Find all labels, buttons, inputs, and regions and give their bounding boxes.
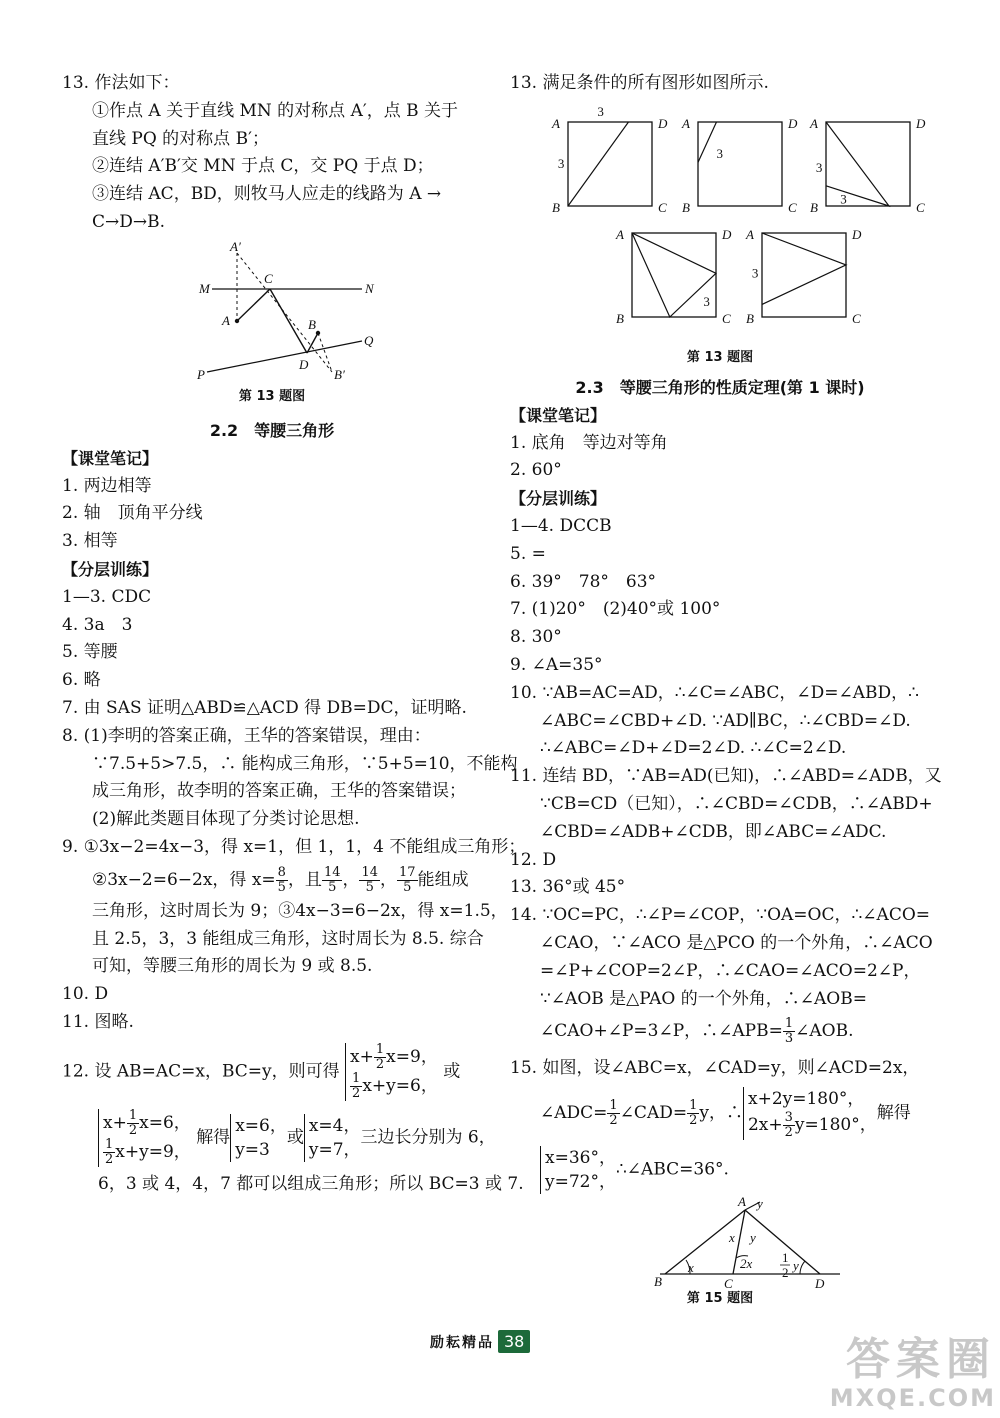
fig13-label-d: D — [299, 356, 309, 372]
answer-line: 1—3. CDC — [62, 586, 152, 607]
answer-line: 13. 36°或 45° — [510, 877, 626, 898]
answer-line: ∠CBD=∠ADB+∠CDB，即∠ABC=∠ADC. — [540, 821, 887, 842]
square-label-c: C — [852, 310, 861, 326]
answer-line: 1—4. DCCB — [510, 515, 612, 536]
square-label-a: A — [682, 115, 690, 131]
q13-line: ③连结 AC，BD，则牧马人应走的线路为 A → — [92, 184, 442, 205]
length-label-3: 3 — [815, 159, 823, 175]
fig15-label-half-n: 1 — [782, 1250, 789, 1266]
equation-system: x+2y=180°， 2x+ $\frac{3}{2}$ y=180°， — [743, 1087, 877, 1140]
q13-line: ②连结 A′B′交 MN 于点 C，交 PQ 于点 D； — [92, 156, 434, 177]
q15-line: x=36°， y=72°， ∴∠ABC=36°. — [510, 1146, 930, 1194]
note-item: 1. 底角 等边对等角 — [510, 432, 668, 453]
answer-line: (2)解此类题目体现了分类讨论思想. — [92, 809, 360, 830]
answer-line: 10. ∵AB=AC=AD，∴∠C=∠ABC，∠D=∠ABD，∴ — [510, 682, 919, 703]
fig15-label-d: D — [815, 1276, 825, 1290]
left-column — [62, 70, 526, 1199]
square-label-a: A — [810, 115, 818, 131]
answer-line: ∴∠ABC=∠D+∠D=2∠D. ∴∠C=2∠D. — [540, 738, 847, 759]
square-label-c: C — [658, 199, 667, 215]
answer-line: 12. D — [510, 849, 557, 870]
answer-line: 6. 略 — [62, 670, 101, 691]
square-label-d: D — [916, 115, 926, 131]
answer-line: ∠CAO+∠P=3∠P，∴∠APB= $\frac{1}{3}$ ∠AOB. — [540, 1016, 854, 1047]
watermark: 答案圈 MXQE.COM — [829, 1334, 996, 1412]
notes-heading: 【课堂笔记】 — [62, 448, 159, 468]
fig13-label-b-prime: B′ — [334, 366, 345, 382]
answer-line: 5. 等腰 — [62, 642, 118, 663]
note-item: 2. 轴 顶角平分线 — [62, 503, 203, 524]
figure-13-right-caption: 第 13 题图 — [686, 349, 754, 365]
fraction: $\frac{14}{5}$ — [323, 864, 341, 895]
length-label-3: 3 — [557, 155, 565, 171]
q13-line: C→D→B. — [92, 211, 166, 232]
figure-15-caption: 第 15 题图 — [686, 1291, 754, 1307]
q15-line: 15. 如图，设∠ABC=x，∠CAD=y，则∠ACD=2x， — [510, 1058, 920, 1079]
answer-line: =∠P+∠COP=2∠P，∴∠CAO=∠ACO=2∠P， — [540, 960, 921, 981]
fraction: $\frac{8}{5}$ — [277, 864, 286, 895]
fig15-label-y: y — [750, 1230, 756, 1246]
answer-line: ∵CB=CD（已知），∴∠CBD=∠CDB，∴∠ABD+ — [540, 793, 933, 814]
fig15-label-c: C — [724, 1276, 733, 1290]
page-number: 38 — [498, 1330, 530, 1353]
brand-name: 励耘精品 — [430, 1335, 494, 1351]
note-item: 2. 60° — [510, 460, 562, 481]
square-label-c: C — [916, 199, 925, 215]
square-label-b: B — [616, 310, 624, 326]
length-label-3: 3 — [597, 103, 604, 119]
square-label-b: B — [746, 310, 754, 326]
answer-line: 14. ∵OC=PC，∴∠P=∠COP，∵OA=OC，∴∠ACO= — [510, 905, 931, 926]
answer-line: 4. 3a 3 — [62, 614, 133, 635]
square-diagram — [745, 227, 862, 326]
fig13-label-p: P — [197, 366, 205, 382]
figure-13-left — [62, 237, 482, 387]
answer-line: 10. D — [62, 984, 109, 1005]
right-column — [510, 70, 942, 1309]
length-label-3: 3 — [840, 191, 847, 207]
square-label-a: A — [552, 115, 560, 131]
square-label-b: B — [682, 199, 690, 215]
answer-line: 9. ∠A=35° — [510, 654, 603, 675]
square-label-a: A — [746, 226, 754, 242]
figure-15 — [510, 1194, 930, 1289]
section-title-2-2: 2.2 等腰三角形 — [209, 420, 335, 440]
answer-line: 5. = — [510, 543, 546, 564]
notes-heading: 【课堂笔记】 — [510, 405, 607, 425]
q9-line: 且 2.5，3，3 能组成三角形，这时周长为 8.5. 综合 — [92, 928, 484, 949]
fig13-label-n: N — [365, 280, 374, 296]
fraction: $\frac{14}{5}$ — [361, 864, 379, 895]
answer-line: 11. 图略. — [62, 1011, 134, 1032]
fig13-label-a: A — [222, 312, 230, 328]
square-diagram — [551, 104, 668, 215]
equation-system: x+ $\frac{1}{2}$ x=6， $\frac{1}{2}$ x+y=9， — [98, 1109, 191, 1167]
note-item: 3. 相等 — [62, 531, 118, 552]
fig15-label-x: x — [688, 1260, 694, 1276]
answer-line: 8. (1)李明的答案正确，王华的答案错误，理由： — [62, 725, 431, 746]
answer-line: ∠ABC=∠CBD+∠D. ∵AD∥BC，∴∠CBD=∠D. — [540, 710, 911, 731]
length-label-3: 3 — [703, 293, 710, 309]
answer-line: 成三角形，故李明的答案正确，王华的答案错误； — [92, 781, 466, 802]
fig13-label-c: C — [264, 270, 273, 286]
fig15-label-y2: y — [757, 1196, 763, 1212]
answer-line: 7. (1)20° (2)40°或 100° — [510, 599, 721, 620]
q13-answer: 13. 满足条件的所有图形如图所示. — [510, 73, 769, 93]
fig15-label-y3: y — [793, 1258, 799, 1274]
fig15-label-2x: 2x — [740, 1256, 753, 1272]
solution-system: x=6， y=3 — [230, 1114, 287, 1162]
fig15-label-x2: x — [729, 1230, 735, 1246]
fig15-label-b: B — [654, 1274, 662, 1290]
square-label-c: C — [788, 199, 797, 215]
fig13-label-b: B — [308, 316, 316, 332]
square-diagram — [681, 116, 798, 215]
figure-13-squares — [510, 98, 930, 348]
q9-line: 可知，等腰三角形的周长为 9 或 8.5. — [92, 956, 373, 977]
page-footer — [430, 1330, 530, 1353]
q13-line: 13. 作法如下： — [62, 73, 180, 93]
square-label-b: B — [810, 199, 818, 215]
square-diagram — [615, 227, 732, 326]
answer-line: ∵7.5+5>7.5，∴ 能构成三角形，∵5+5=10，不能构 — [92, 753, 518, 774]
square-label-a: A — [616, 226, 624, 242]
q9-line: 9. ①3x−2=4x−3，得 x=1，但 1，1，4 不能组成三角形； — [62, 836, 526, 857]
q9-line: ②3x−2=6−2x，得 x= $\frac{8}{5}$ ，且 $\frac{14}{5}$ ， $\frac{14}{5}$ ， $\frac{17}{5}$ 能组成 — [92, 864, 469, 895]
q15-line: ∠ADC= $\frac{1}{2}$ ∠CAD= $\frac{1}{2}$ y，∴ x+2y=180°， 2x+ $\frac{3}{2}$ y=180°， 解得 — [540, 1089, 911, 1141]
square-label-d: D — [658, 115, 668, 131]
square-label-d: D — [722, 226, 732, 242]
answer-line: 11. 连结 BD，∵AB=AD(已知)，∴∠ABD=∠ADB，又 — [510, 766, 942, 787]
square-label-d: D — [788, 115, 798, 131]
answer-line: 6. 39° 78° 63° — [510, 571, 657, 592]
length-label-3: 3 — [751, 265, 759, 281]
solution-system: x=4， y=7， — [304, 1114, 361, 1162]
fig15-label-half-d: 2 — [782, 1265, 789, 1281]
fraction: $\frac{17}{5}$ — [399, 864, 416, 895]
q12-line: x+ $\frac{1}{2}$ x=6， $\frac{1}{2}$ x+y=9， 解得 x=6， y=3 或 x=4， y=7， 三边长分别为 6， — [62, 1109, 482, 1167]
length-label-3: 3 — [716, 145, 723, 161]
figure-13-caption: 第 13 题图 — [238, 388, 306, 404]
square-diagram — [809, 116, 926, 215]
fig15-label-a: A — [738, 1194, 746, 1210]
square-label-d: D — [852, 226, 862, 242]
training-heading: 【分层训练】 — [510, 489, 607, 509]
fig13-label-q: Q — [364, 332, 374, 348]
answer-line: ∠CAO，∵∠ACO 是△PCO 的一个外角，∴∠ACO — [540, 932, 933, 953]
q9-line: 三角形，这时周长为 9；③4x−3=6−2x，得 x=1.5， — [92, 900, 508, 921]
square-label-c: C — [722, 310, 731, 326]
solution-system: x=36°， y=72°， — [540, 1146, 616, 1194]
note-item: 1. 两边相等 — [62, 475, 152, 496]
answer-line: 7. 由 SAS 证明△ABD≌△ACD 得 DB=DC，证明略. — [62, 697, 467, 718]
equation-system: x+ $\frac{1}{2}$ x=9， $\frac{1}{2}$ x+y=6， — [345, 1043, 438, 1101]
fig13-label-a-prime: A′ — [230, 238, 241, 254]
training-heading: 【分层训练】 — [62, 559, 159, 579]
fig13-label-m: M — [199, 280, 210, 296]
answer-line: ∵∠AOB 是△PAO 的一个外角，∴∠AOB= — [540, 988, 867, 1009]
q12-line: 6，3 或 4，4，7 都可以组成三角形；所以 BC=3 或 7. — [98, 1173, 524, 1194]
answer-line: 8. 30° — [510, 627, 562, 648]
q13-line: ①作点 A 关于直线 MN 的对称点 A′，点 B 关于 — [92, 100, 459, 121]
q12-line: 12. 设 AB=AC=x，BC=y，则可得 x+ $\frac{1}{2}$ x=9， $\frac{1}{2}$ x+y=6， 或 — [62, 1041, 461, 1101]
q13-line: 直线 PQ 的对称点 B′； — [92, 128, 269, 149]
square-label-b: B — [552, 199, 560, 215]
section-title-2-3: 2.3 等腰三角形的性质定理(第 1 课时) — [575, 377, 865, 397]
